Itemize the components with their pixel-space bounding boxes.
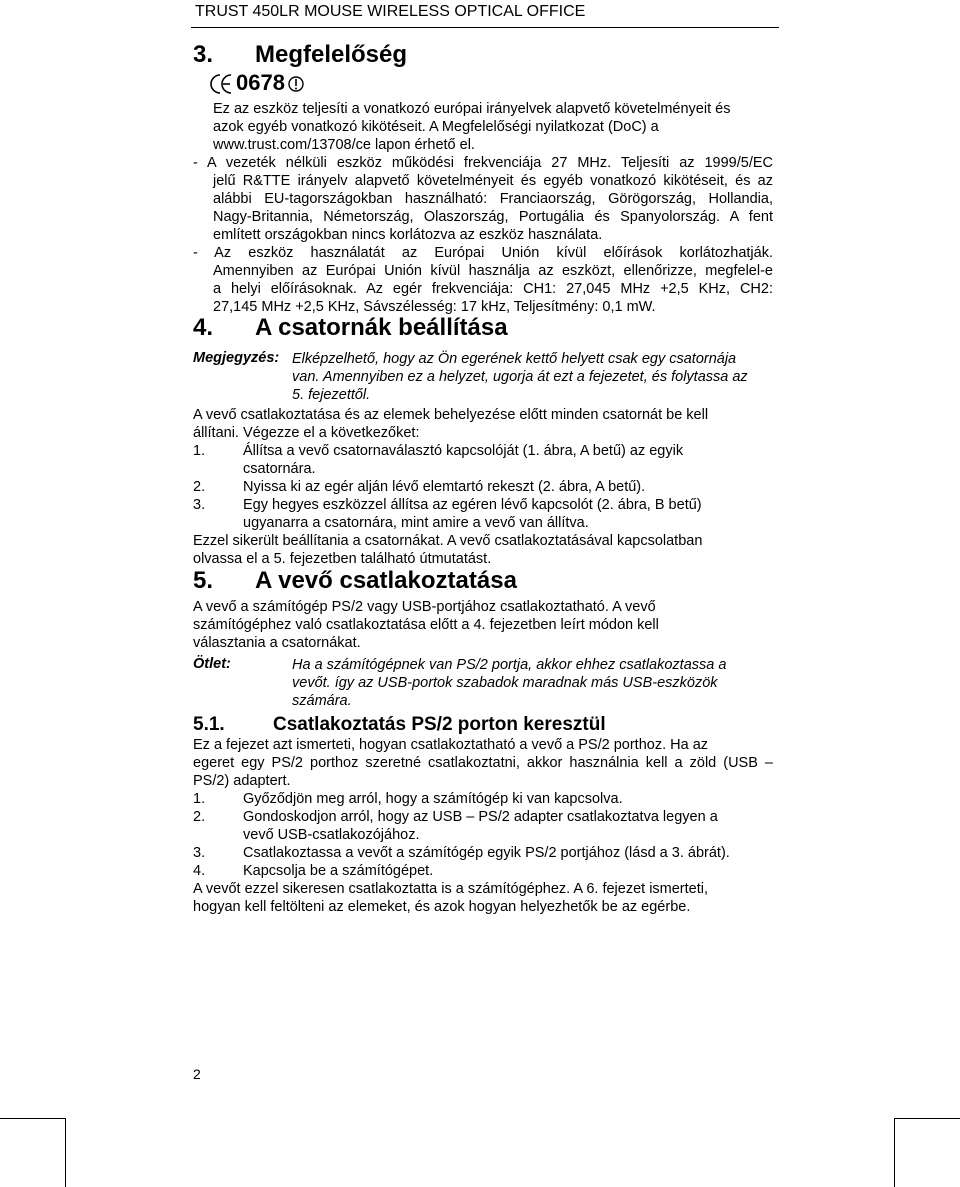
section-3-number: 3. [193, 41, 214, 68]
page-number: 2 [193, 1066, 201, 1082]
ce-number: 0678 [236, 70, 285, 95]
section-4-title: A csatornák beállítása [255, 314, 508, 341]
section-5-1-intro: Ez a fejezet azt ismerteti, hogyan csatlakoztatható a vevő a PS/2 porthoz. Ha az egeret egy PS/2 porthoz szeretné csatlakoztatni, akkor használnia kell a zöld (USB – PS/2) adaptert. [193, 737, 773, 789]
restriction-bullet: - Az eszköz használatát az Európai Unión kívül előírások korlátozhatják. Amennyiben az Európai Unión kívül használja az eszközt, ellenőrizze, megfelel-e a helyi előírásoknak. Az egér frekvenciája: CH1: 27,045 MHz +2,5 KHz, CH2: 27,145 MHz +2,5 KHz, Sávszélesség: 17 kHz, Teljesítmény: 0,1 mW. [193, 245, 773, 315]
list-item: 2. Gondoskodjon arról, hogy az USB – PS/2 adapter csatlakoztatva legyen a vevő USB-csatlakozójához. [193, 809, 718, 843]
list-item: 4. Kapcsolja be a számítógépet. [193, 863, 434, 879]
running-header: TRUST 450LR MOUSE WIRELESS OPTICAL OFFICE [195, 3, 586, 20]
note-text: Elképzelhető, hogy az Ön egerének kettő helyett csak egy csatornája van. Amennyiben ez a helyzet, ugorja át ezt a fejezetet, és folytassa az 5. fejezettől. [292, 351, 748, 403]
section-3-title: Megfelelőség [255, 41, 408, 68]
section-4-heading [193, 314, 593, 344]
tip-label: Ötlet: [193, 656, 231, 672]
section-5-1-number: 5.1. [193, 714, 225, 735]
section-4-intro: A vevő csatlakoztatása és az elemek behelyezése előtt minden csatornát be kell állítani. Végezze el a következőket: [193, 407, 709, 441]
tip-text: Ha a számítógépnek van PS/2 portja, akkor ehhez csatlakoztassa a vevőt. így az USB-portok szabadok maradnak más USB-eszközök számára. [292, 657, 727, 709]
conformity-paragraph: Ez az eszköz teljesíti a vonatkozó európai irányelvek alapvető követelményeit és azok egyéb vonatkozó kikötéseit. A Megfelelőségi nyilatkozat (DoC) a www.trust.com/13708/ce lapon érhető el. [213, 101, 731, 153]
section-5-heading [193, 567, 593, 597]
crop-mark [0, 1118, 66, 1119]
alert-sign-icon [288, 75, 304, 93]
ce-logo-icon [210, 72, 234, 96]
crop-mark [894, 1118, 960, 1119]
frequency-bullet: - A vezeték nélküli eszköz működési frekvenciája 27 MHz. Teljesíti az 1999/5/EC jelű R&TTE irányelv alapvető követelményeit és egyéb vonatkozó kikötéseit, és az alábbi EU-tagországokban használható: Franciaország, Görögország, Hollandia, Nagy-Britannia, Németország, Olaszország, Portugália és Spanyolország. A fent említett országokban nincs korlátozva az eszköz használata. [193, 155, 773, 243]
section-5-1-title: Csatlakoztatás PS/2 porton keresztül [273, 714, 606, 735]
list-item: 2. Nyissa ki az egér alján lévő elemtartó rekeszt (2. ábra, A betű). [193, 479, 646, 495]
crop-mark [65, 1118, 66, 1187]
list-item: 1. Győződjön meg arról, hogy a számítógép ki van kapcsolva. [193, 791, 623, 807]
ce-mark [210, 70, 308, 96]
list-item: 3. Egy hegyes eszközzel állítsa az egéren lévő kapcsolót (2. ábra, B betű) ugyanarra a csatornára, mint amire a vevő van állítva. [193, 497, 702, 531]
section-5-1-outro: A vevőt ezzel sikeresen csatlakoztatta is a számítógéphez. A 6. fejezet ismerteti, hogyan kell feltölteni az elemeket, és azok hogyan helyezhetők be az egérbe. [193, 881, 709, 915]
list-item: 1. Állítsa a vevő csatornaválasztó kapcsolóját (1. ábra, A betű) az egyik csatornára. [193, 443, 684, 477]
list-item: 3. Csatlakoztassa a vevőt a számítógép egyik PS/2 portjához (lásd a 3. ábrát). [193, 845, 730, 861]
section-5-number: 5. [193, 567, 214, 594]
section-5-1-heading [193, 714, 693, 738]
section-4-outro: Ezzel sikerült beállítania a csatornákat. A vevő csatlakoztatásával kapcsolatban olvassa el a 5. fejezetben található útmutatást. [193, 533, 703, 567]
section-5-intro: A vevő a számítógép PS/2 vagy USB-portjához csatlakoztatható. A vevő számítógéphez való csatlakoztatása előtt a 4. fejezetben leírt módon kell választania a csatornákat. [193, 599, 659, 651]
crop-mark [894, 1118, 895, 1187]
section-4-number: 4. [193, 314, 214, 341]
header-rule [191, 27, 779, 28]
note-label: Megjegyzés: [193, 350, 280, 366]
section-3-heading [193, 41, 493, 71]
section-5-title: A vevő csatlakoztatása [255, 567, 517, 594]
